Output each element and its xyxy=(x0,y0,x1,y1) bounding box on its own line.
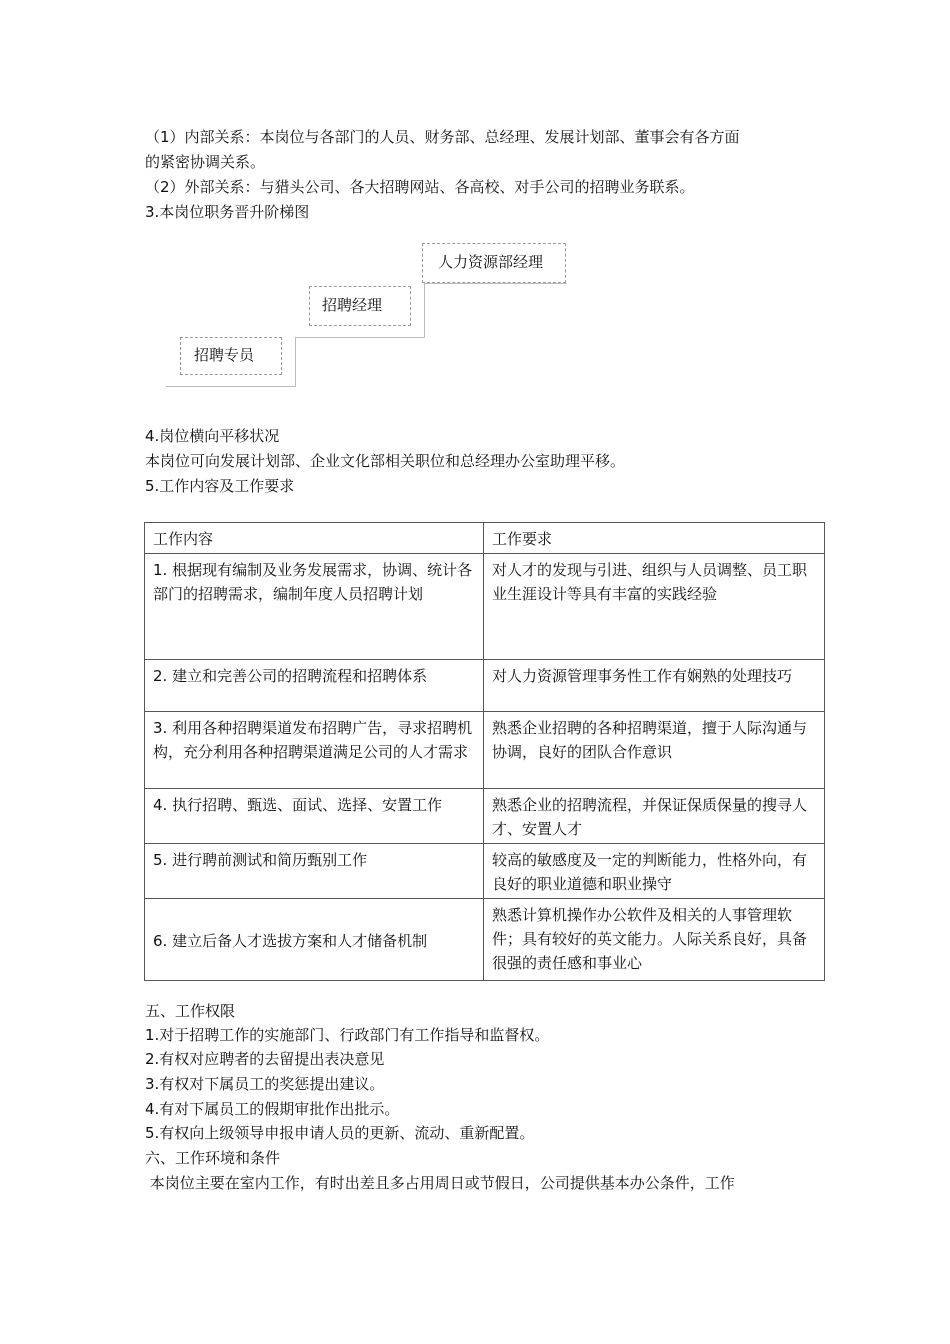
work-requirements-table xyxy=(144,522,825,981)
table-row xyxy=(145,660,825,712)
table-cell: 对人力资源管理事务性工作有娴熟的处理技巧 xyxy=(484,660,825,712)
environment-heading: 六、工作环境和条件 xyxy=(145,1149,281,1167)
table-header-cell: 工作要求 xyxy=(484,523,825,554)
table-cell: 熟悉计算机操作办公软件及相关的人事管理软件；具有较好的英文能力。人际关系良好，具备很强的责任感和事业心 xyxy=(484,899,825,981)
table-row xyxy=(145,554,825,660)
ladder-step2-label: 招聘经理 xyxy=(322,296,383,314)
ladder-box-recruiting-manager xyxy=(309,286,411,326)
ladder-step-line xyxy=(295,337,425,338)
authority-heading: 五、工作权限 xyxy=(145,1002,236,1020)
table-cell: 6. 建立后备人才选拔方案和人才储备机制 xyxy=(145,899,484,981)
table-row xyxy=(145,899,825,981)
table-cell: 2. 建立和完善公司的招聘流程和招聘体系 xyxy=(145,660,484,712)
environment-text: 本岗位主要在室内工作，有时出差且多占用周日或节假日，公司提供基本办公条件，工作 xyxy=(145,1174,735,1192)
table-cell: 5. 进行聘前测试和简历甄别工作 xyxy=(145,844,484,899)
table-cell: 1. 根据现有编制及业务发展需求，协调、统计各部门的招聘需求，编制年度人员招聘计划 xyxy=(145,554,484,660)
authority-item: 1.对于招聘工作的实施部门、行政部门有工作指导和监督权。 xyxy=(145,1026,550,1044)
work-heading: 5.工作内容及工作要求 xyxy=(145,477,295,495)
internal-relation-line-1: （1）内部关系：本岗位与各部门的人员、财务部、总经理、发展计划部、董事会有各方面 xyxy=(145,128,740,146)
table-header-cell: 工作内容 xyxy=(145,523,484,554)
lateral-text: 本岗位可向发展计划部、企业文化部相关职位和总经理办公室助理平移。 xyxy=(145,452,626,470)
table-cell: 较高的敏感度及一定的判断能力，性格外向，有良好的职业道德和职业操守 xyxy=(484,844,825,899)
authority-item: 4.有对下属员工的假期审批作出批示。 xyxy=(145,1100,400,1118)
ladder-box-recruiting-specialist xyxy=(180,337,282,375)
table-row xyxy=(145,844,825,899)
table-cell: 熟悉企业招聘的各种招聘渠道，擅于人际沟通与协调，良好的团队合作意识 xyxy=(484,712,825,789)
table-cell: 3. 利用各种招聘渠道发布招聘广告，寻求招聘机构，充分利用各种招聘渠道满足公司的人才需求 xyxy=(145,712,484,789)
table-cell: 4. 执行招聘、甄选、面试、选择、安置工作 xyxy=(145,789,484,844)
ladder-heading: 3.本岗位职务晋升阶梯图 xyxy=(145,203,310,221)
authority-item: 5.有权向上级领导申报申请人员的更新、流动、重新配置。 xyxy=(145,1124,535,1142)
lateral-heading: 4.岗位横向平移状况 xyxy=(145,427,280,445)
table-row xyxy=(145,789,825,844)
internal-relation-line-2: 的紧密协调关系。 xyxy=(145,153,266,171)
table-cell: 对人才的发现与引进、组织与人员调整、员工职业生涯设计等具有丰富的实践经验 xyxy=(484,554,825,660)
table-cell: 熟悉企业的招聘流程，并保证保质保量的搜寻人才、安置人才 xyxy=(484,789,825,844)
ladder-riser-line xyxy=(424,283,425,338)
ladder-step-line xyxy=(166,386,296,387)
ladder-riser-line xyxy=(295,337,296,387)
table-row xyxy=(145,712,825,789)
ladder-step-line xyxy=(424,283,566,284)
authority-item: 2.有权对应聘者的去留提出表决意见 xyxy=(145,1050,385,1068)
external-relation-line: （2）外部关系：与猎头公司、各大招聘网站、各高校、对手公司的招聘业务联系。 xyxy=(145,178,695,196)
table-header-row xyxy=(145,523,825,554)
ladder-step1-label: 招聘专员 xyxy=(194,346,255,364)
ladder-step3-label: 人力资源部经理 xyxy=(438,253,544,271)
authority-item: 3.有权对下属员工的奖惩提出建议。 xyxy=(145,1075,385,1093)
ladder-box-hr-manager xyxy=(422,243,566,283)
